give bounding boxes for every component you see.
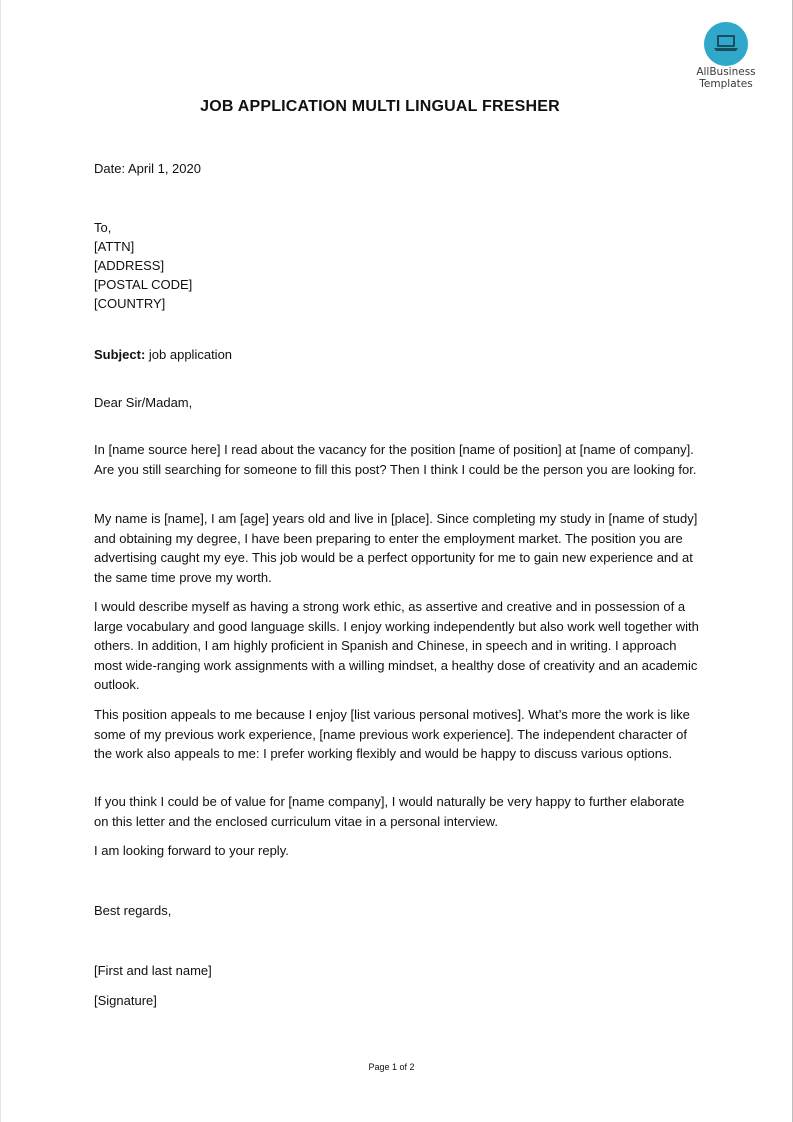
recipient-block: [94, 218, 192, 313]
recipient-postal-code: [POSTAL CODE]: [94, 277, 193, 292]
paragraph-3: I would describe myself as having a strong work ethic, as assertive and creative and in possession of a large vocabulary and good language skills. I enjoy working independently but also work well together with others. In addition, I am highly proficient in Spanish and Chinese, in speech and in writing. I approach most wide-ranging work assignments with a willing mindset, a healthy dose of creativity and an academic outlook.: [94, 599, 699, 692]
subject-label: Subject:: [94, 347, 146, 362]
allbusiness-logo: [686, 22, 766, 90]
recipient-address: [ADDRESS]: [94, 258, 165, 273]
paragraph-6: I am looking forward to your reply.: [94, 843, 289, 858]
paragraph-5: If you think I could be of value for [name company], I would naturally be very happy to further elaborate on this letter and the enclosed curriculum vitae in a personal interview.: [94, 794, 685, 829]
paragraph-1: In [name source here] I read about the vacancy for the position [name of position] at [name of company]. Are you still searching for someone to fill this post? Then I think I could be the person you are looking for.: [94, 442, 697, 477]
paragraph-2: My name is [name], I am [age] years old and live in [place]. Since completing my study in [name of study] and obtaining my degree, I have been preparing to enter the employment market. The position you are advertising caught my eye. This job would be a perfect opportunity for me to gain new experience and at the same time prove my worth.: [94, 511, 698, 585]
page-number: Page 1 of 2: [368, 1062, 415, 1072]
recipient-attn: [ATTN]: [94, 239, 135, 254]
subject-value: job application: [145, 347, 233, 362]
paragraph-4: This position appeals to me because I enjoy [list various personal motives]. What’s more the work is like some of my previous work experience, [name previous work experience]. The independent character of the work also appeals to me: I prefer working flexibly and would be happy to discuss various options.: [94, 707, 690, 761]
closing: Best regards,: [94, 903, 172, 918]
recipient-to: To,: [94, 220, 112, 235]
logo-line-1: AllBusiness: [696, 66, 756, 78]
greeting: Dear Sir/Madam,: [94, 395, 193, 410]
subject-line: [94, 345, 232, 364]
name-placeholder: [First and last name]: [94, 963, 212, 978]
signature-placeholder: [Signature]: [94, 993, 157, 1008]
page-edge-left: [0, 0, 1, 1122]
document-title: JOB APPLICATION MULTI LINGUAL FRESHER: [200, 98, 560, 115]
date-line: Date: April 1, 2020: [94, 161, 201, 176]
laptop-icon: [704, 22, 748, 66]
recipient-country: [COUNTRY]: [94, 296, 166, 311]
logo-line-2: Templates: [699, 78, 753, 90]
